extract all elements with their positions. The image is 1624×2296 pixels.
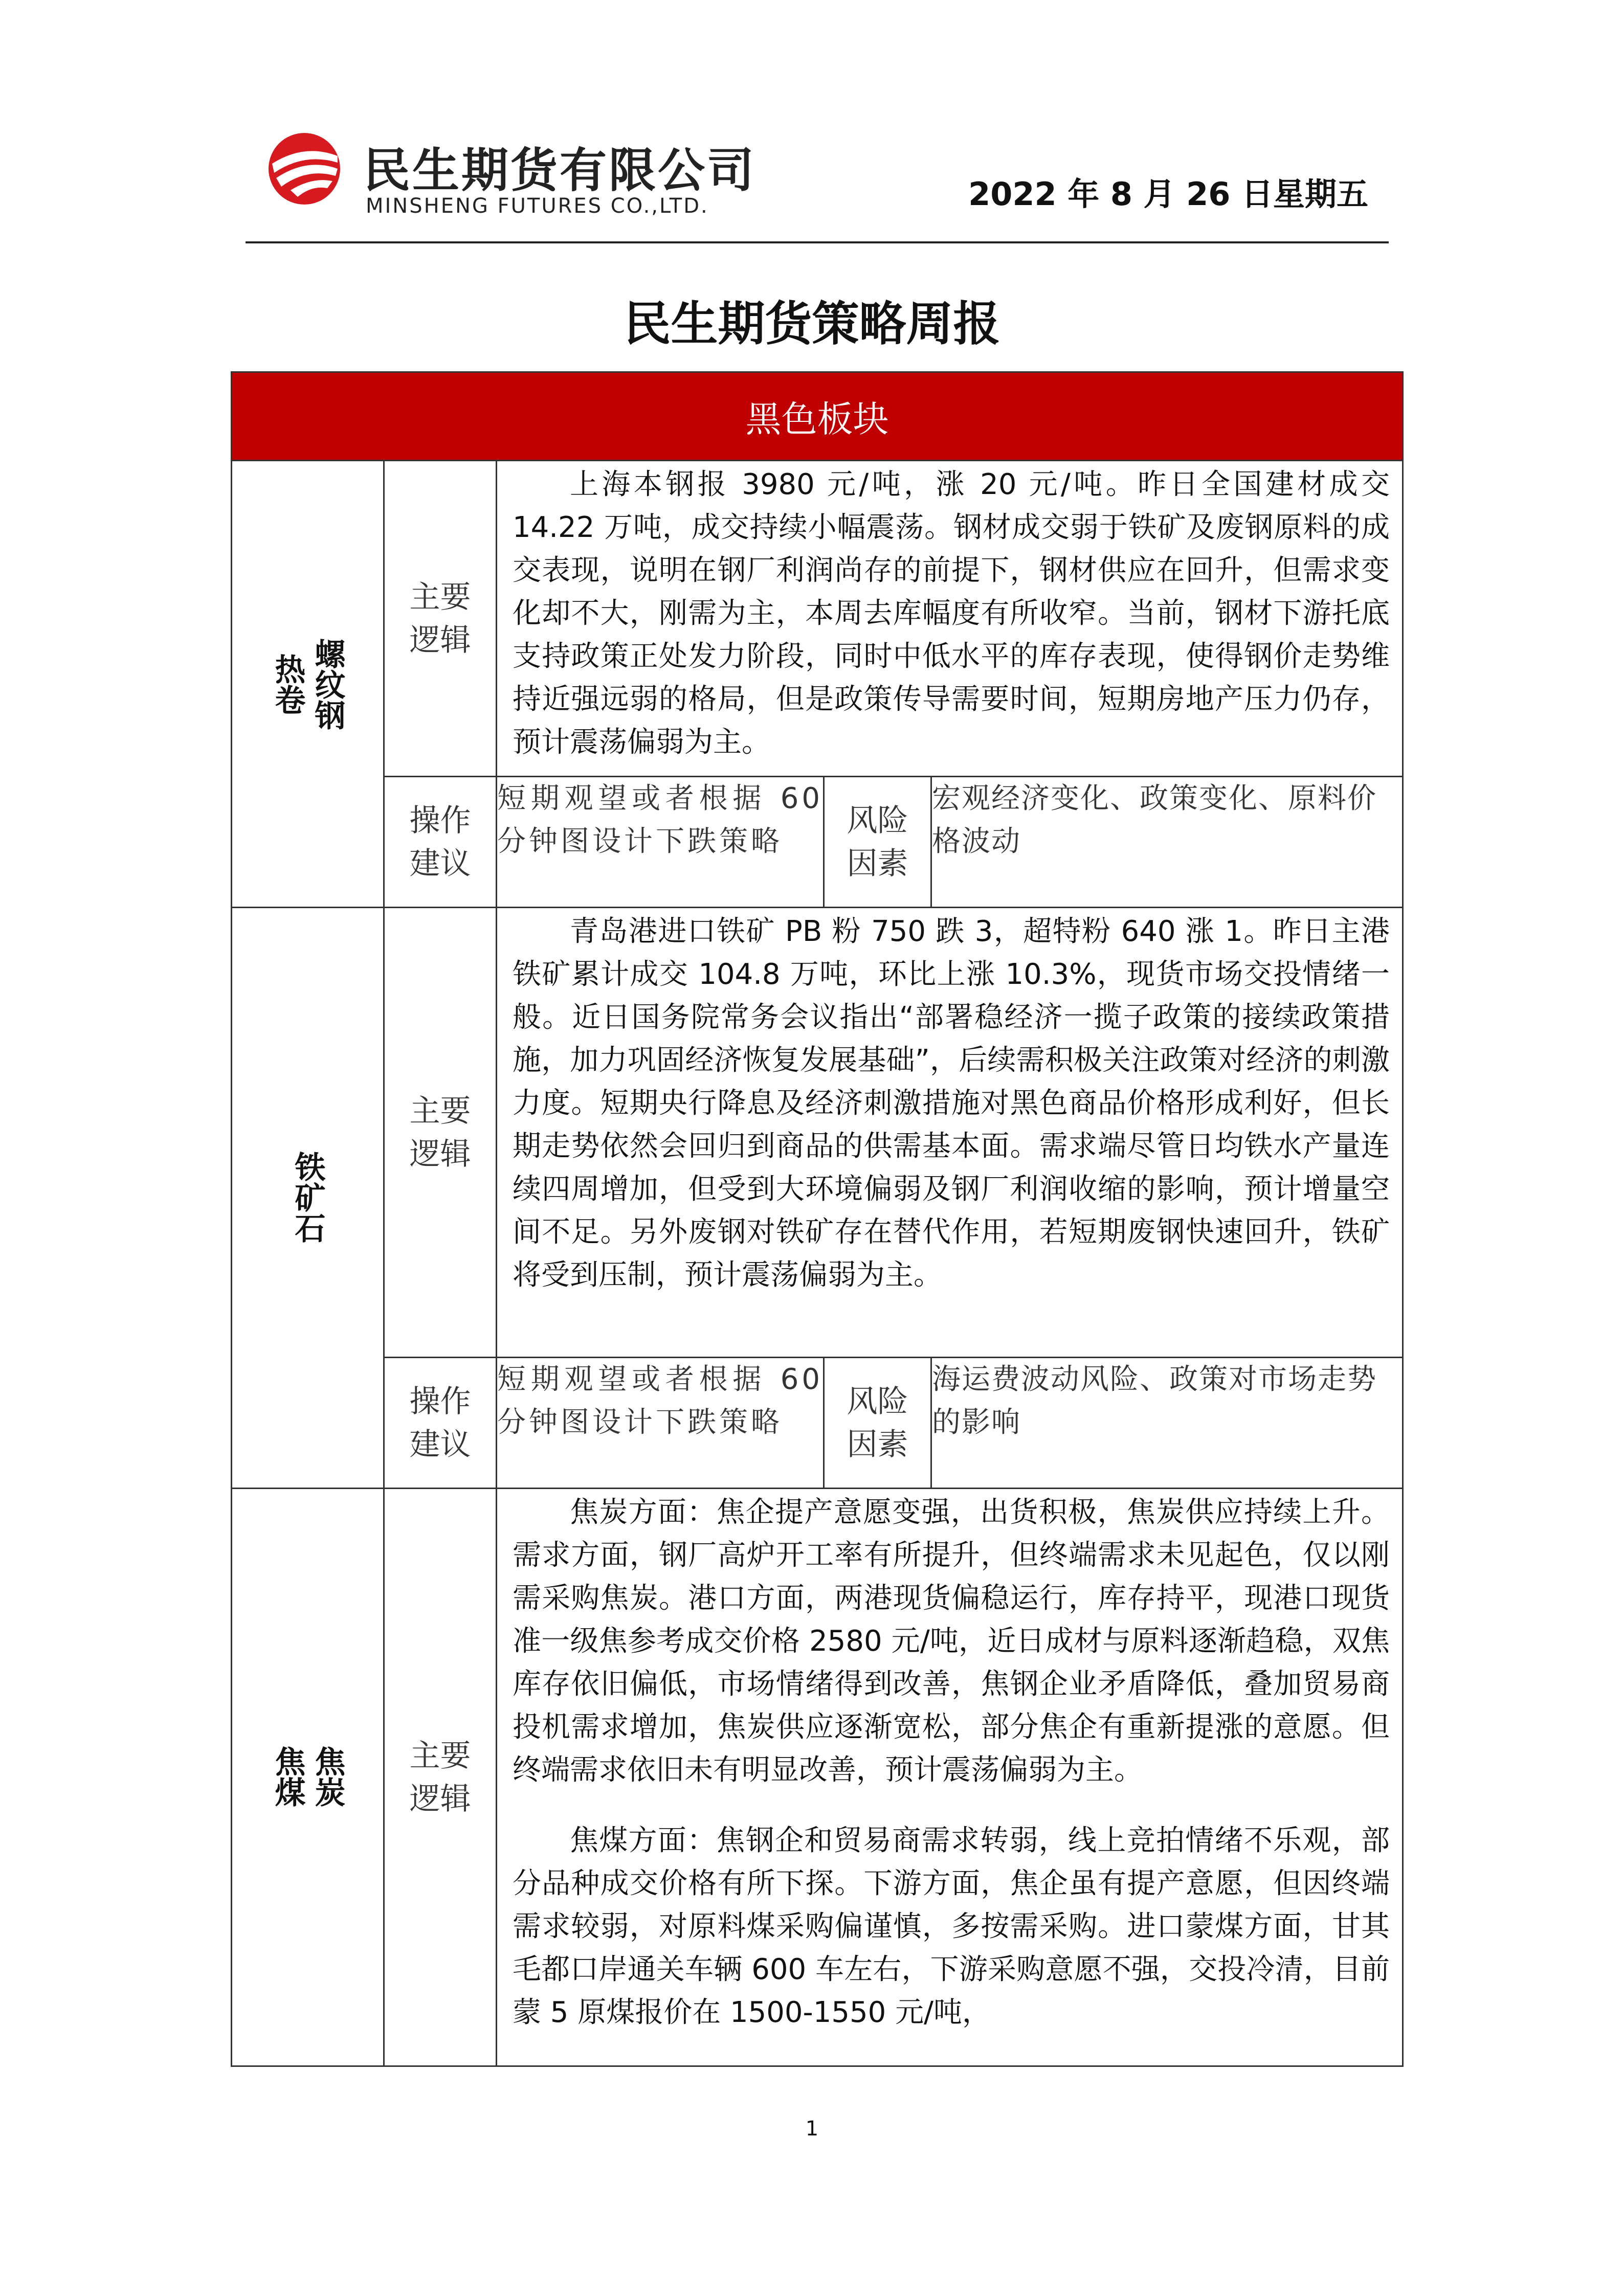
operation-label: 操作建议 xyxy=(384,1358,497,1489)
category-label: 热卷 xyxy=(270,653,306,715)
report-title: 民生期货策略周报 xyxy=(624,297,1000,351)
category-cell-rebar-hotcoil xyxy=(232,461,384,908)
logo-emblem-icon xyxy=(261,128,348,210)
logic-paragraph: 焦炭方面：焦企提产意愿变强，出货积极，焦炭供应持续上升。需求方面，钢厂高炉开工率有所提升，但终端需求未见起色，仅以刚需采购焦炭。港口方面，两港现货偏稳运行，库存持平，现港口现货准一级焦参考成交价格 2580 元/吨，近日成材与原料逐渐趋稳，双焦库存依旧偏低，市场情绪得到改善，焦钢企业矛盾降低，叠加贸易商投机需求增加，焦炭供应逐渐宽松，部分焦企有重新提涨的意愿。但终端需求依旧未有明显改善，预计震荡偏弱为主。 xyxy=(513,1496,1390,1787)
logic-label: 主要逻辑 xyxy=(384,1489,497,2066)
company-name-cn: 民生期货有限公司 xyxy=(363,143,757,198)
section-header: 黑色板块 xyxy=(232,372,1403,461)
strategy-table xyxy=(231,371,1404,2067)
category-cell-coke-coal xyxy=(232,1489,384,2066)
category-label: 螺纹钢 xyxy=(309,638,346,730)
risk-cell: 宏观经济变化、政策变化、原料价格波动 xyxy=(931,777,1403,908)
page-number: 1 xyxy=(805,2117,819,2141)
logic-paragraph: 上海本钢报 3980 元/吨，涨 20 元/吨。昨日全国建材成交 14.22 万吨，成交持续小幅震荡。钢材成交弱于铁矿及废钢原料的成交表现，说明在钢厂利润尚存的前提下，钢材供应在回升，但需求变化却不大，刚需为主，本周去库幅度有所收窄。当前，钢材下游托底支持政策正处发力阶段，同时中低水平的库存表现，使得钢价走势维持近强远弱的格局，但是政策传导需要时间，短期房地产压力仍存，预计震荡偏弱为主。 xyxy=(513,468,1390,759)
company-logo xyxy=(261,118,772,220)
risk-label: 风险因素 xyxy=(824,777,931,908)
category-label: 焦炭 xyxy=(309,1745,346,1807)
risk-cell: 海运费波动风险、政策对市场走势的影响 xyxy=(931,1358,1403,1489)
logic-cell xyxy=(497,908,1403,1358)
logic-paragraph: 焦煤方面：焦钢企和贸易商需求转弱，线上竞拍情绪不乐观，部分品种成交价格有所下探。下游方面，焦企虽有提产意愿，但因终端需求较弱，对原料煤采购偏谨慎，多按需采购。进口蒙煤方面，甘其毛都口岸通关车辆 600 车左右，下游采购意愿不强，交投冷清，目前蒙 5 原煤报价在 1500-1550 元/吨， xyxy=(513,1824,1390,2029)
logic-label: 主要逻辑 xyxy=(384,908,497,1358)
logic-cell xyxy=(497,1489,1403,2066)
report-date: 2022 年 8 月 26 日星期五 xyxy=(968,175,1368,213)
operation-label: 操作建议 xyxy=(384,777,497,908)
operation-cell: 短期观望或者根据 60 分钟图设计下跌策略 xyxy=(497,1358,824,1489)
logic-label: 主要逻辑 xyxy=(384,461,497,777)
logic-paragraph: 青岛港进口铁矿 PB 粉 750 跌 3，超特粉 640 涨 1。昨日主港铁矿累计成交 104.8 万吨，环比上涨 10.3%，现货市场交投情绪一般。近日国务院常务会议指出“部署稳经济一揽子政策的接续政策措施，加力巩固经济恢复发展基础”，后续需积极关注政策对经济的刺激力度。短期央行降息及经济刺激措施对黑色商品价格形成利好，但长期走势依然会回归到商品的供需基本面。需求端尽管日均铁水产量连续四周增加，但受到大环境偏弱及钢厂利润收缩的影响，预计增量空间不足。另外废钢对铁矿存在替代作用，若短期废钢快速回升，铁矿将受到压制，预计震荡偏弱为主。 xyxy=(513,915,1390,1292)
category-cell-iron-ore xyxy=(232,908,384,1489)
operation-cell: 短期观望或者根据 60 分钟图设计下跌策略 xyxy=(497,777,824,908)
company-name-en: MINSHENG FUTURES CO.,LTD. xyxy=(366,194,709,218)
logic-cell xyxy=(497,461,1403,777)
category-label: 铁矿石 xyxy=(290,1151,326,1243)
risk-label: 风险因素 xyxy=(824,1358,931,1489)
header-divider xyxy=(246,241,1389,243)
category-label: 焦煤 xyxy=(270,1745,306,1807)
page-header xyxy=(246,102,1389,245)
